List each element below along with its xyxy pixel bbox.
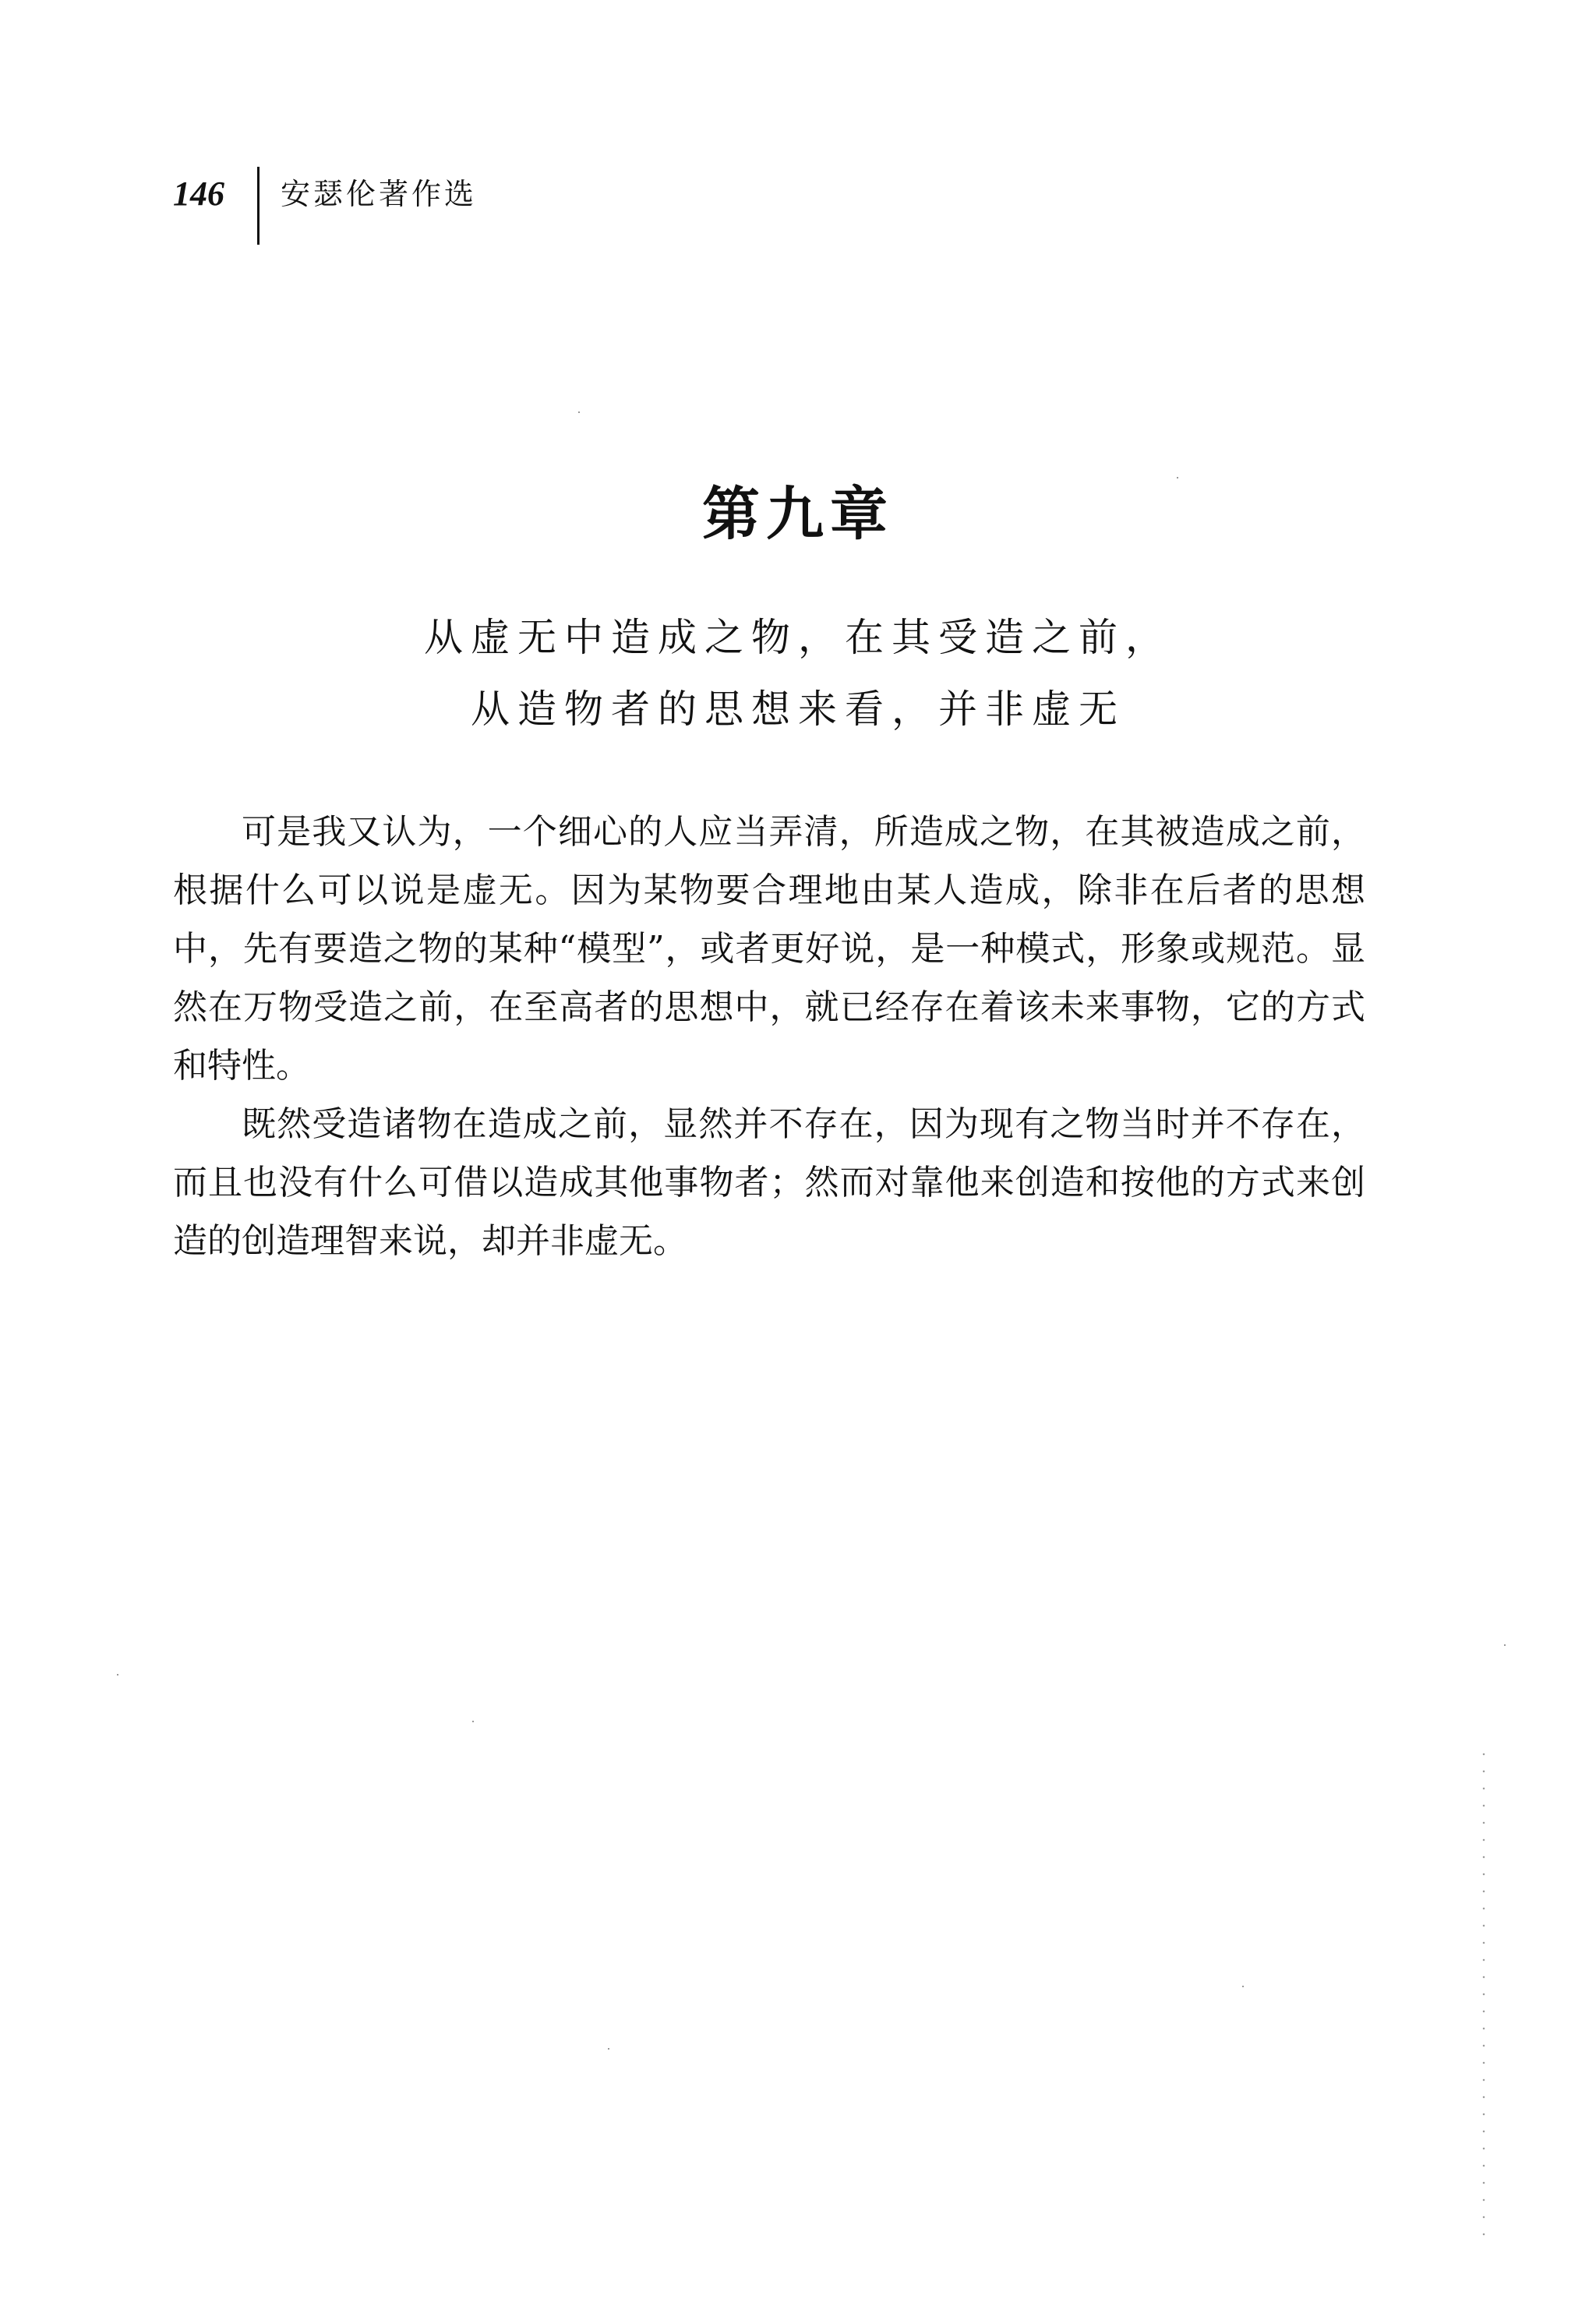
body-paragraph-2: 既然受造诸物在造成之前，显然并不存在，因为现有之物当时并不存在，而且也没有什么可借以造成其他事物者；然而对靠他来创造和按他的方式来创造的创造理智来说，却并非虚无。 (173, 1104, 1365, 1261)
chapter-subtitle-line-2: 从造物者的思想来看，并非虚无 (471, 687, 1125, 732)
scan-edge-noise (1482, 1746, 1485, 2244)
chapter-body (173, 803, 1365, 1270)
chapter-title: 第九章 (702, 481, 894, 548)
page-number: 146 (173, 175, 224, 213)
scan-speck (1242, 1986, 1244, 1987)
scan-speck (1177, 477, 1178, 478)
running-book-title: 安瑟伦著作选 (281, 177, 478, 211)
scan-speck (472, 1721, 474, 1722)
scan-speck (1504, 1644, 1506, 1646)
scan-speck (608, 2048, 609, 2050)
scan-speck (117, 1674, 118, 1676)
body-paragraph-1: 可是我又认为，一个细心的人应当弄清，所造成之物，在其被造成之前，根据什么可以说是虚无。因为某物要合理地由某人造成，除非在后者的思想中，先有要造之物的某种“模型”，或者更好说，是一种模式，形象或规范。显然在万物受造之前，在至高者的思想中，就已经存在着该未来事物，它的方式和特性。 (173, 812, 1365, 1086)
chapter-subtitle-line-1: 从虚无中造成之物，在其受造之前， (424, 615, 1172, 660)
scan-speck (578, 411, 580, 413)
header-divider (257, 167, 260, 245)
